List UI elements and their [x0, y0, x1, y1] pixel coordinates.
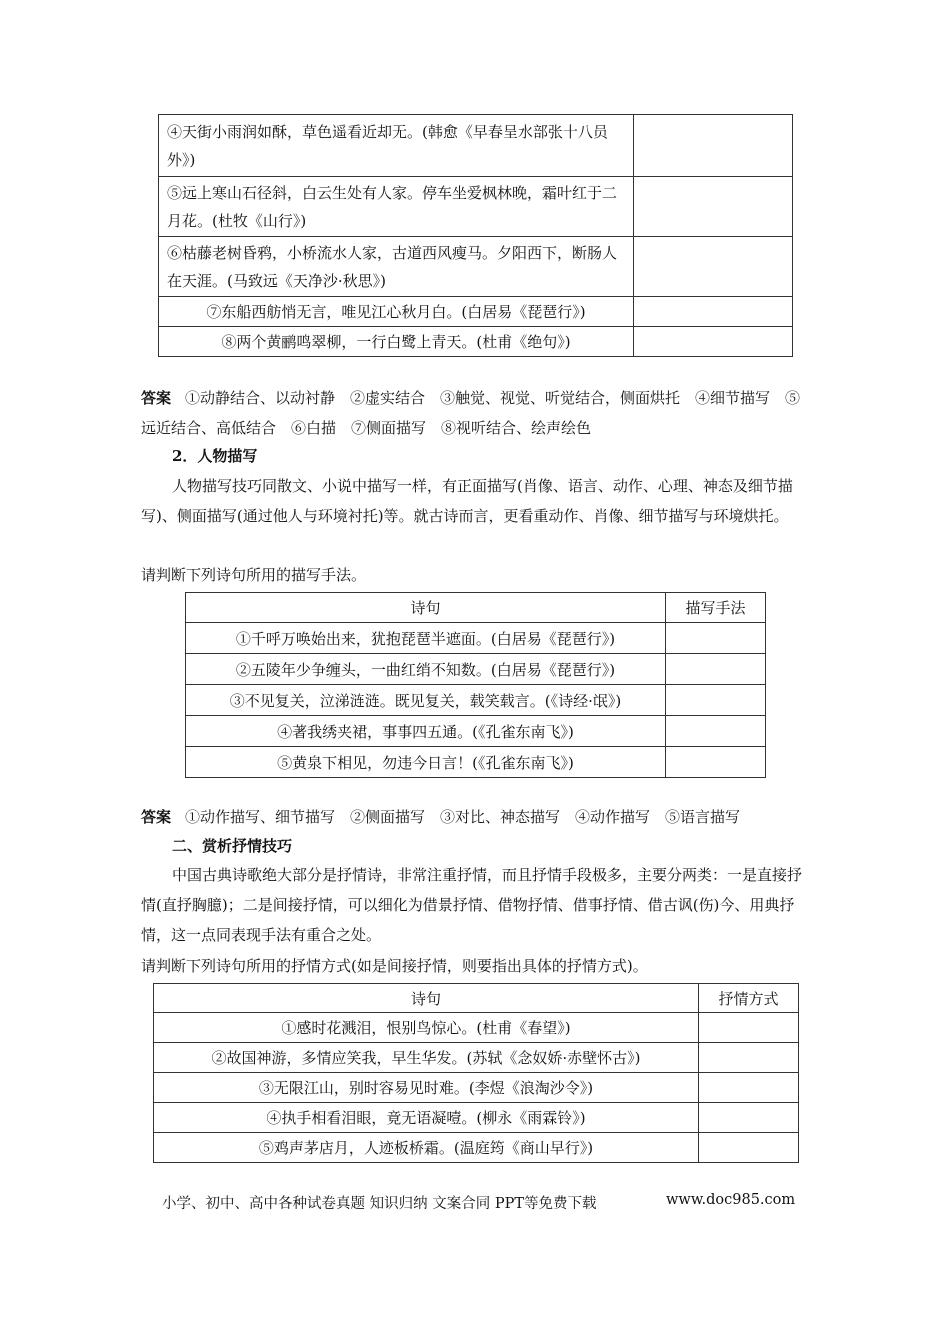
table-row [186, 654, 766, 685]
poem-cell: ①千呼万唤始出来，犹抱琵琶半遮面。(白居易《琵琶行》) [186, 623, 666, 654]
poem-cell: ①感时花溅泪，恨别鸟惊心。(杜甫《春望》) [154, 1013, 699, 1043]
table-row [159, 115, 793, 177]
answer-block-1 [141, 383, 811, 443]
table-row [154, 1043, 799, 1073]
answer-cell[interactable] [634, 237, 793, 297]
poem-cell: ⑧两个黄鹂鸣翠柳，一行白鹭上青天。(杜甫《绝句》) [159, 327, 634, 357]
character-description-table [185, 592, 766, 778]
footer-text: 小学、初中、高中各种试卷真题 知识归纳 文案合同 PPT等免费下载 [162, 1196, 597, 1212]
technique-table-1 [158, 114, 793, 357]
poem-cell: ③不见复关，泣涕涟涟。既见复关，载笑载言。(《诗经·氓》) [186, 685, 666, 716]
header-method: 描写手法 [666, 593, 766, 623]
answer-cell[interactable] [666, 747, 766, 778]
answer-block-2 [141, 802, 811, 832]
answer-cell[interactable] [666, 685, 766, 716]
section-prompt-character: 请判断下列诗句所用的描写手法。 [141, 566, 367, 584]
table-row [154, 1103, 799, 1133]
poem-cell: ⑦东船西舫悄无言，唯见江心秋月白。(白居易《琵琶行》) [159, 297, 634, 327]
section-heading-lyric: 二、赏析抒情技巧 [172, 837, 293, 855]
answer-cell[interactable] [634, 327, 793, 357]
answer-text: ①动作描写、细节描写 ②侧面描写 ③对比、神态描写 ④动作描写 ⑤语言描写 [185, 808, 741, 826]
header-method: 抒情方式 [699, 984, 799, 1013]
answer-cell[interactable] [699, 1043, 799, 1073]
table-row [186, 623, 766, 654]
table-row [159, 297, 793, 327]
poem-cell: ⑤黄泉下相见，勿违今日言！(《孔雀东南飞》) [186, 747, 666, 778]
answer-cell[interactable] [666, 654, 766, 685]
section-paragraph-character: 人物描写技巧同散文、小说中描写一样，有正面描写(肖像、语言、动作、心理、神态及细节描写)、侧面描写(通过他人与环境衬托)等。就古诗而言，更看重动作、肖像、细节描写与环境烘托。 [141, 477, 793, 525]
poem-cell: ③无限江山，别时容易见时难。(李煜《浪淘沙令》) [154, 1073, 699, 1103]
poem-cell: ④执手相看泪眼，竟无语凝噎。(柳永《雨霖铃》) [154, 1103, 699, 1133]
header-poem: 诗句 [154, 984, 699, 1013]
answer-cell[interactable] [699, 1103, 799, 1133]
footer-url[interactable]: www.doc985.com [666, 1192, 796, 1208]
answer-cell[interactable] [699, 1133, 799, 1163]
table-row [186, 685, 766, 716]
poem-cell: ④著我绣夹裙，事事四五通。(《孔雀东南飞》) [186, 716, 666, 747]
poem-cell: ②故国神游，多情应笑我，早生华发。(苏轼《念奴娇·赤壁怀古》) [154, 1043, 699, 1073]
answer-cell[interactable] [666, 716, 766, 747]
table-row [159, 327, 793, 357]
poem-cell: ⑥枯藤老树昏鸦，小桥流水人家，古道西风瘦马。夕阳西下，断肠人在天涯。(马致远《天净沙·秋思》) [159, 237, 634, 297]
poem-cell: ⑤鸡声茅店月，人迹板桥霜。(温庭筠《商山早行》) [154, 1133, 699, 1163]
section-paragraph-lyric: 中国古典诗歌绝大部分是抒情诗，非常注重抒情，而且抒情手段极多，主要分两类：一是直接抒情(直抒胸臆)；二是间接抒情，可以细化为借景抒情、借物抒情、借事抒情、借古讽(伤)今、用典抒情，这一点同表现手法有重合之处。 [141, 866, 803, 944]
answer-label: 答案 [141, 389, 172, 407]
table-row [186, 747, 766, 778]
answer-cell[interactable] [699, 1013, 799, 1043]
table-row [154, 1073, 799, 1103]
answer-text: ①动静结合、以动衬静 ②虚实结合 ③触觉、视觉、听觉结合，侧面烘托 ④细节描写 ⑤远近结合、高低结合 ⑥白描 ⑦侧面描写 ⑧视听结合、绘声绘色 [141, 389, 801, 437]
table-header-row [186, 593, 766, 623]
table-row [186, 716, 766, 747]
answer-cell[interactable] [666, 623, 766, 654]
header-poem: 诗句 [186, 593, 666, 623]
section-heading-character: 2．人物描写 [172, 447, 258, 465]
table-header-row [154, 984, 799, 1013]
table-row [159, 177, 793, 237]
answer-cell[interactable] [634, 177, 793, 237]
answer-label: 答案 [141, 808, 172, 826]
poem-cell: ④天街小雨润如酥，草色遥看近却无。(韩愈《早春呈水部张十八员外》) [159, 115, 634, 177]
poem-cell: ⑤远上寒山石径斜，白云生处有人家。停车坐爱枫林晚，霜叶红于二月花。(杜牧《山行》) [159, 177, 634, 237]
section-prompt-lyric: 请判断下列诗句所用的抒情方式(如是间接抒情，则要指出具体的抒情方式)。 [141, 957, 648, 975]
poem-cell: ②五陵年少争缠头，一曲红绡不知数。(白居易《琵琶行》) [186, 654, 666, 685]
table-row [154, 1013, 799, 1043]
table-row [159, 237, 793, 297]
answer-cell[interactable] [634, 297, 793, 327]
answer-cell[interactable] [699, 1073, 799, 1103]
lyric-method-table [153, 983, 799, 1163]
table-row [154, 1133, 799, 1163]
answer-cell[interactable] [634, 115, 793, 177]
